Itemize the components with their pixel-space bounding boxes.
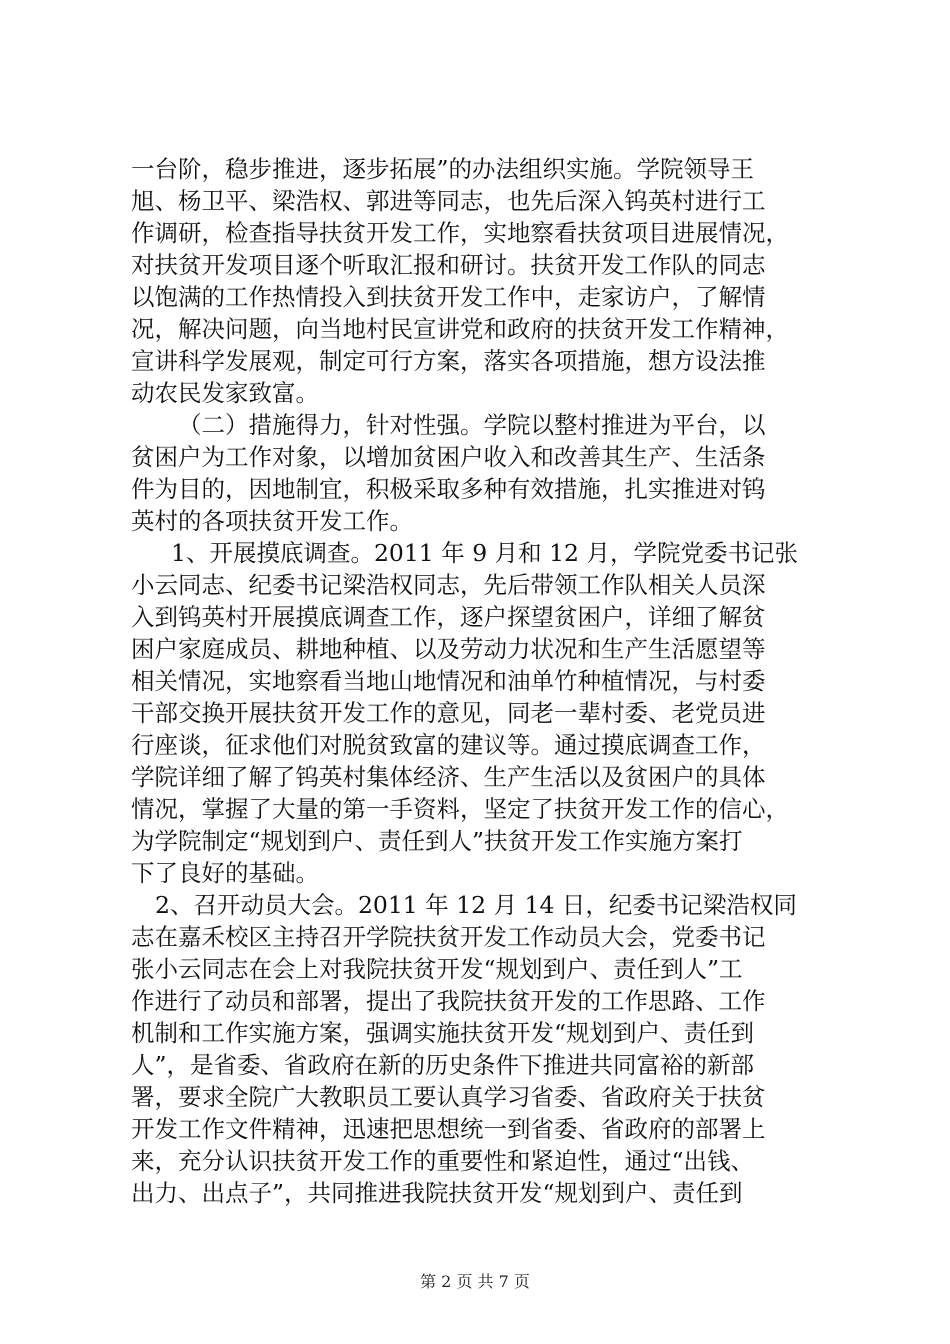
text-line: 件为目的，因地制宜，积极采取多种有效措施，扎实推进对钨: [131, 475, 766, 503]
text-line: 出力、出点子”，共同推进我院扶贫开发“规划到户、责任到: [131, 1179, 743, 1207]
text-line: 小云同志、纪委书记梁浩权同志，先后带领工作队相关人员深: [131, 571, 766, 599]
document-body: [131, 153, 831, 1209]
text-line: 相关情况，实地察看当地山地情况和油单竹种植情况，与村委: [131, 667, 766, 695]
item-heading-line: 1、开展摸底调查。2011 年 9 月和 12 月，学院党委书记张: [171, 539, 798, 567]
text-line: 作进行了动员和部署，提出了我院扶贫开发的工作思路、工作: [131, 987, 766, 1015]
text-line: 张小云同志在会上对我院扶贫开发“规划到户、责任到人”工: [131, 955, 743, 983]
text-line: 困户家庭成员、耕地种植、以及劳动力状况和生产生活愿望等: [131, 635, 766, 663]
text-line: 下了良好的基础。: [131, 859, 319, 887]
text-line: 作调研，检查指导扶贫开发工作，实地察看扶贫项目进展情况，: [131, 219, 789, 247]
text-line: 以饱满的工作热情投入到扶贫开发工作中，走家访户，了解情: [131, 283, 766, 311]
text-line: 英村的各项扶贫开发工作。: [131, 507, 413, 535]
text-line: 人”，是省委、省政府在新的历史条件下推进共同富裕的新部: [131, 1051, 755, 1079]
text-line: 来，充分认识扶贫开发工作的重要性和紧迫性，通过“出钱、: [131, 1147, 755, 1175]
text-line: 志在嘉禾校区主持召开学院扶贫开发工作动员大会，党委书记: [131, 923, 766, 951]
text-line: 况，解决问题，向当地村民宣讲党和政府的扶贫开发工作精神，: [131, 315, 789, 343]
text-line: 宣讲科学发展观，制定可行方案，落实各项措施，想方设法推: [131, 347, 766, 375]
text-line: 署，要求全院广大教职员工要认真学习省委、省政府关于扶贫: [131, 1083, 766, 1111]
item-heading-line: 2、召开动员大会。2011 年 12 月 14 日，纪委书记梁浩权同: [155, 891, 797, 919]
text-line: 行座谈，征求他们对脱贫致富的建议等。通过摸底调查工作，: [131, 731, 766, 759]
text-line: 一台阶，稳步推进，逐步拓展”的办法组织实施。学院领导王: [131, 155, 755, 183]
text-line: 开发工作文件精神，迅速把思想统一到省委、省政府的部署上: [131, 1115, 766, 1143]
text-line: 为学院制定“规划到户、责任到人”扶贫开发工作实施方案打: [131, 827, 743, 855]
text-line: 干部交换开展扶贫开发工作的意见，同老一辈村委、老党员进: [131, 699, 766, 727]
page-number-footer: 第 2 页 共 7 页: [420, 1272, 530, 1291]
section-heading-line: （二）措施得力，针对性强。学院以整村推进为平台，以: [178, 411, 766, 439]
text-line: 学院详细了解了钨英村集体经济、生产生活以及贫困户的具体: [131, 763, 766, 791]
text-line: 贫困户为工作对象，以增加贫困户收入和改善其生产、生活条: [131, 443, 766, 471]
text-line: 入到钨英村开展摸底调查工作，逐户探望贫困户，详细了解贫: [131, 603, 766, 631]
text-line: 情况，掌握了大量的第一手资料，坚定了扶贫开发工作的信心，: [131, 795, 789, 823]
text-line: 动农民发家致富。: [131, 379, 319, 407]
text-line: 旭、杨卫平、梁浩权、郭进等同志，也先后深入钨英村进行工: [131, 187, 766, 215]
text-line: 对扶贫开发项目逐个听取汇报和研讨。扶贫开发工作队的同志: [131, 251, 766, 279]
text-line: 机制和工作实施方案，强调实施扶贫开发“规划到户、责任到: [131, 1019, 755, 1047]
